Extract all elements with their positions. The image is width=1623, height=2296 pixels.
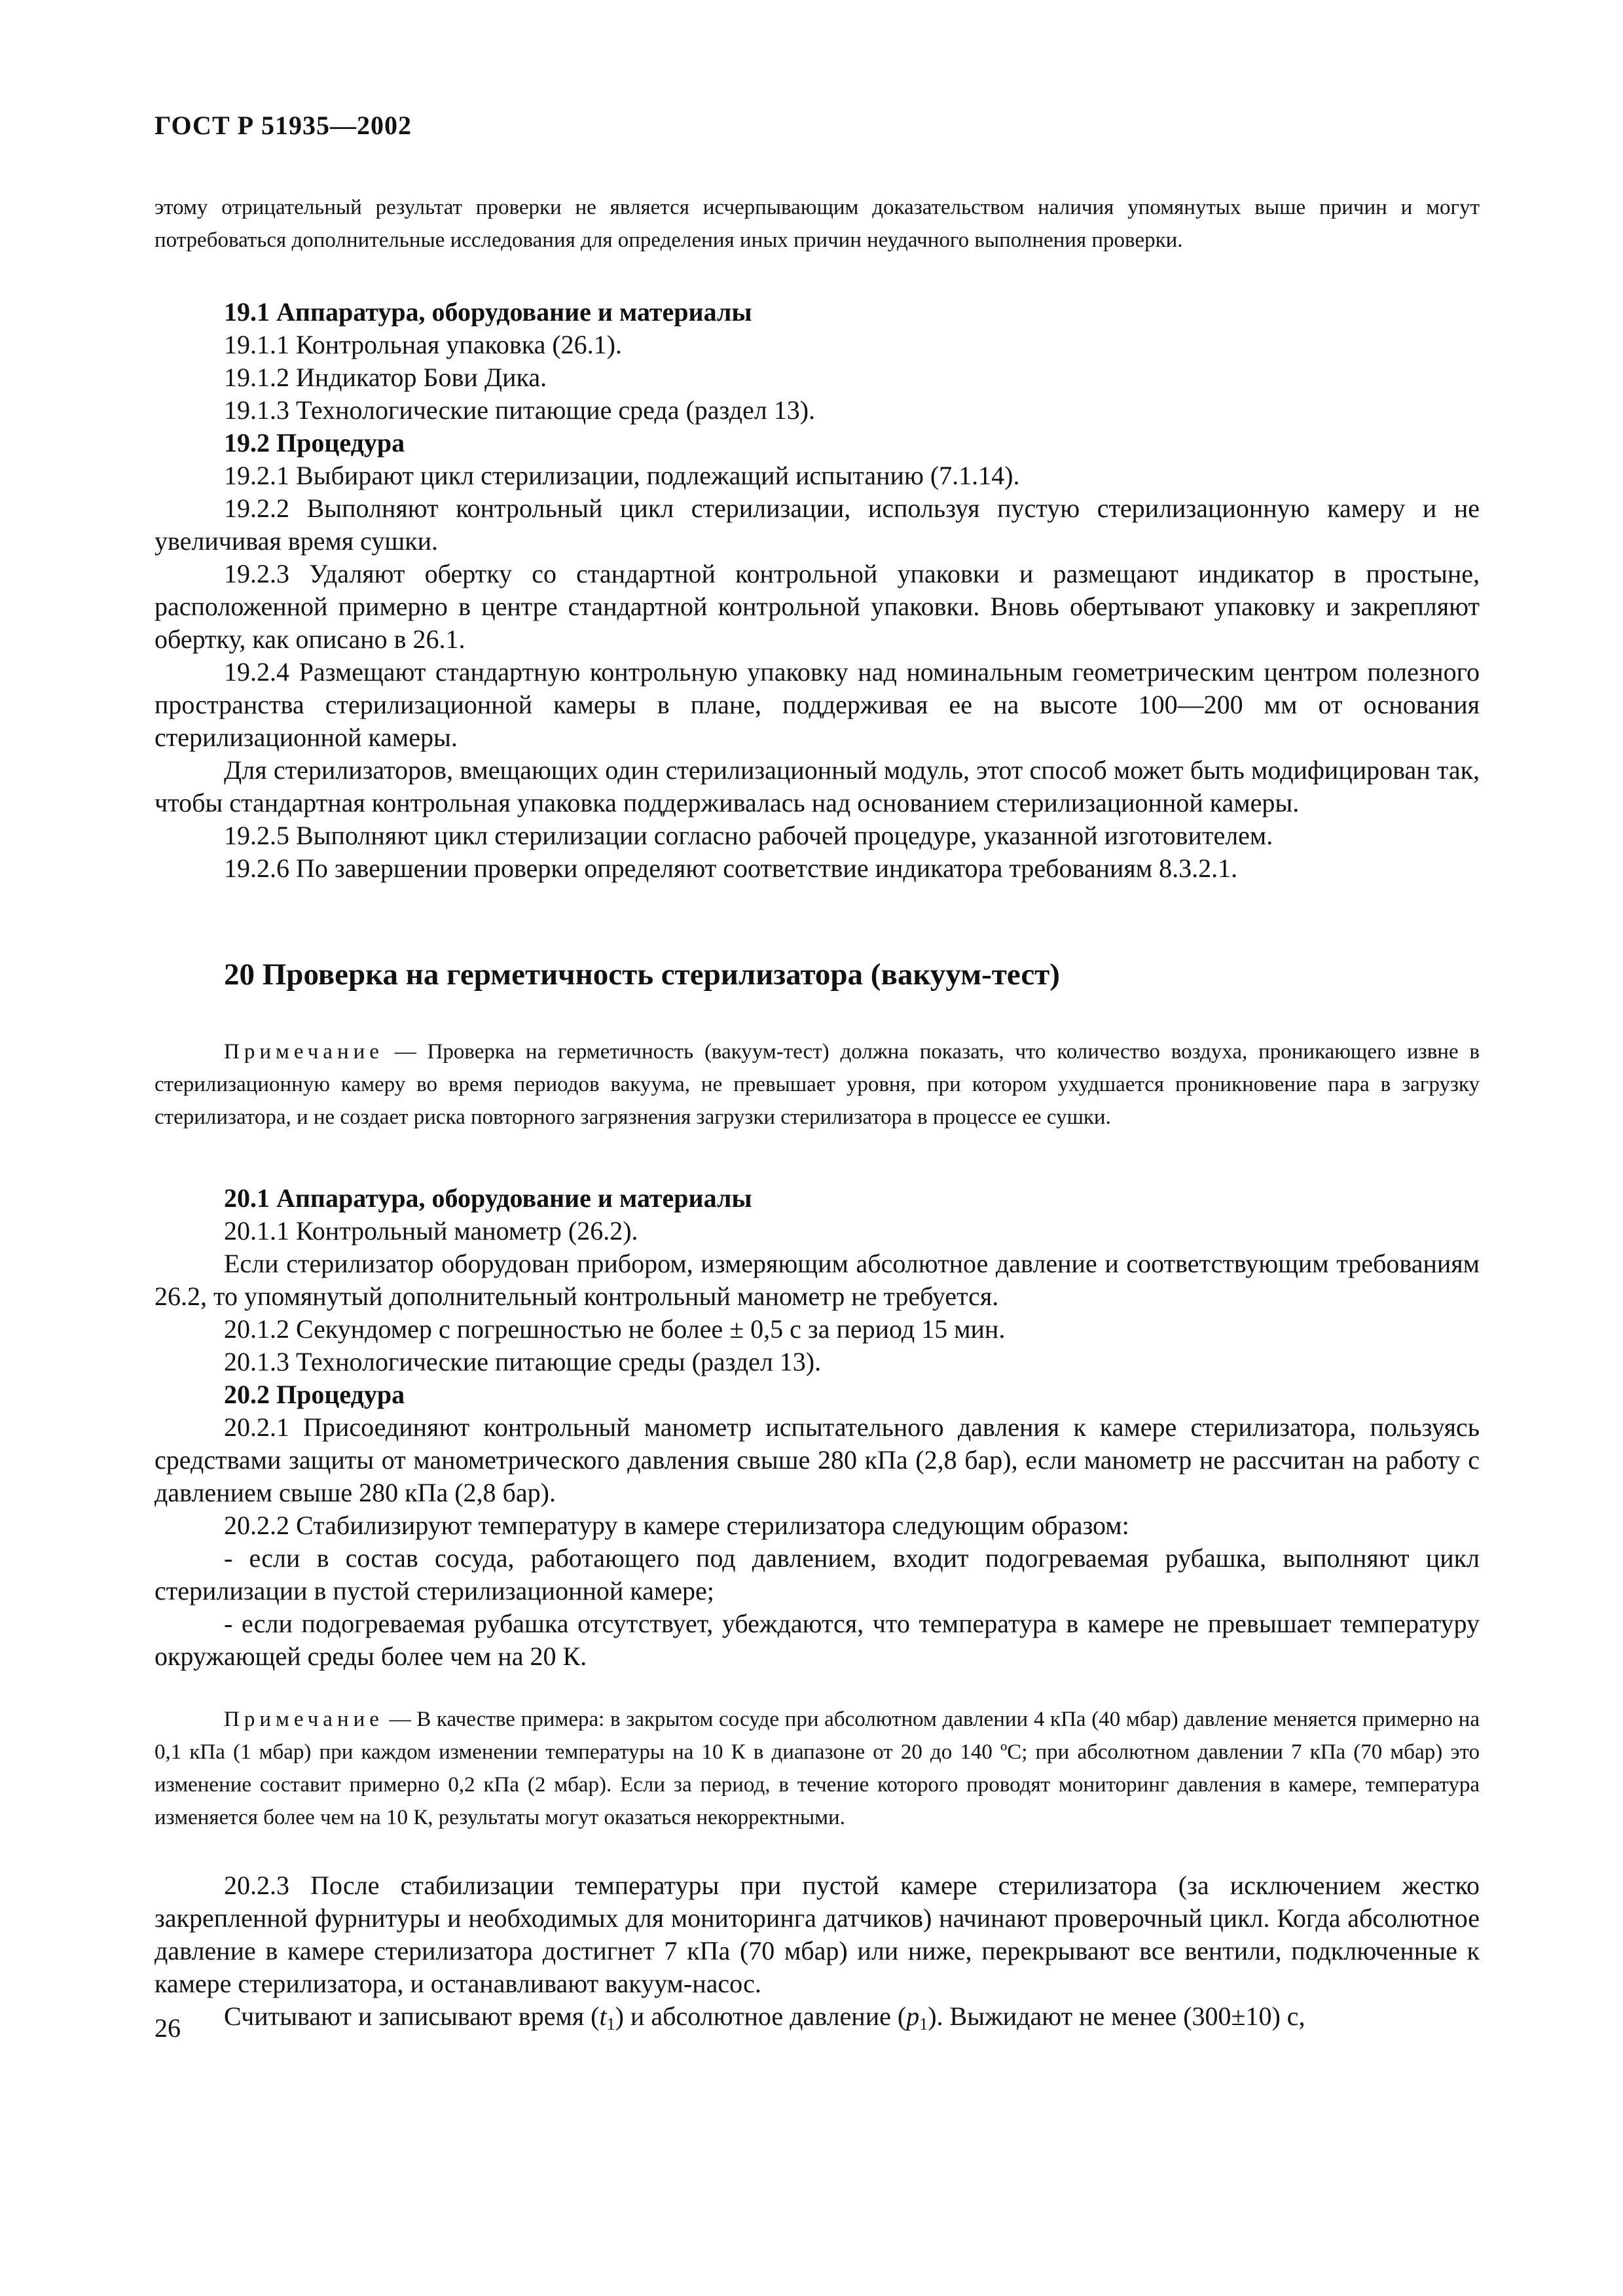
paragraph: 19.2.3 Удаляют обертку со стандартной контрольной упаковки и размещают индикатор в простыне, расположенной примерно в центре стандартной контрольной упаковки. Вновь обертывают упаковку и закрепляют обертку, как описано в 26.1.	[155, 559, 1480, 654]
note-1-text: — Проверка на герметичность (вакуум-тест) должна показать, что количество воздуха, проникающего извне в стерилизационную камеру во время периодов вакуума, не превышает уровня, при котором ухудшается проникновение пара в загрузку стерилизатора, и не создает риска повторного загрязнения загрузки стерилизатора в процессе ее сушки.	[155, 1040, 1480, 1129]
paragraph-20-2-3: 20.2.3 После стабилизации температуры при пустой камере стерилизатора (за исключением жестко закрепленной фурнитуры и необходимых для мониторинга датчиков) начинают проверочный цикл. Когда абсолютное давление в камере стерилизатора достигнет 7 кПа (70 мбар) или ниже, перекрывают все вентили, подключенные к камере стерилизатора, и останавливают вакуум-насос.	[155, 1871, 1480, 1998]
paragraph: 20.1.2 Секундомер с погрешностью не более ± 0,5 с за период 15 мин.	[224, 1314, 1006, 1344]
section-20-body	[155, 1182, 1480, 1673]
note-1-label: Примечание	[224, 1040, 384, 1064]
paragraph: Для стерилизаторов, вмещающих один стерилизационный модуль, этот способ может быть модифицирован так, чтобы стандартная контрольная упаковка поддерживалась над основанием стерилизационной камеры.	[155, 755, 1480, 817]
paragraph: 20.2.1 Присоединяют контрольный манометр испытательного давления к камере стерилизатора, пользуясь средствами защиты от манометрического давления свыше 280 кПа (2,8 бар), если манометр не рассчитан на работу с давлением свыше 280 кПа (2,8 бар).	[155, 1412, 1480, 1507]
note-2-label: Примечание	[224, 1708, 384, 1731]
paragraph: 19.2.4 Размещают стандартную контрольную упаковку над номинальным геометрическим центром полезного пространства стерилизационной камеры в плане, поддерживая ее на высоте 100—200 мм от основания стерилизационной камеры.	[155, 657, 1480, 752]
paragraph: 19.2.6 По завершении проверки определяют соответствие индикатора требованиям 8.3.2.1.	[224, 853, 1238, 883]
paragraph: Если стерилизатор оборудован прибором, измеряющим абсолютное давление и соответствующим требованиям 26.2, то упомянутый дополнительный контрольный манометр не требуется.	[155, 1249, 1480, 1311]
section-19-body	[155, 296, 1480, 885]
document-header: ГОСТ Р 51935—2002	[155, 111, 412, 140]
paragraph: 19.1.1 Контрольная упаковка (26.1).	[224, 330, 622, 359]
text-part: ). Выжидают не менее (300±10) с,	[928, 2001, 1305, 2031]
subsection-heading: 20.2 Процедура	[224, 1380, 405, 1409]
page-number: 26	[155, 2013, 181, 2043]
subsection-heading: 20.1 Аппаратура, оборудование и материалы	[224, 1183, 752, 1213]
paragraph: 20.2.2 Стабилизируют температуру в камере стерилизатора следующим образом:	[224, 1511, 1129, 1540]
paragraph: - если подогреваемая рубашка отсутствует, убеждаются, что температура в камере не превышает температуру окружающей среды более чем на 20 К.	[155, 1609, 1480, 1671]
section-20-title: 20 Проверка на герметичность стерилизатора (вакуум-тест)	[224, 958, 1060, 992]
paragraph: 19.2.5 Выполняют цикл стерилизации согласно рабочей процедуре, указанной изготовителем.	[224, 821, 1273, 850]
subsection-heading: 19.1 Аппаратура, оборудование и материалы	[224, 297, 752, 327]
paragraph: 19.1.3 Технологические питающие среда (раздел 13).	[224, 395, 816, 425]
paragraph-record-time	[155, 2000, 1480, 2033]
note-2	[155, 1703, 1480, 1834]
subsection-heading: 19.2 Процедура	[224, 428, 405, 457]
note-1	[155, 1035, 1480, 1134]
sub-1: 1	[919, 2015, 928, 2034]
paragraph: - если в состав сосуда, работающего под давлением, входит подогреваемая рубашка, выполняют цикл стерилизации в пустой стерилизационной камере;	[155, 1543, 1480, 1605]
sub-1: 1	[606, 2015, 615, 2034]
var-t: t	[599, 2001, 607, 2031]
paragraph: 19.1.2 Индикатор Бови Дика.	[224, 363, 547, 392]
text-part: ) и абсолютное давление (	[615, 2001, 907, 2031]
paragraph: 19.2.1 Выбирают цикл стерилизации, подлежащий испытанию (7.1.14).	[224, 461, 1020, 490]
var-p: p	[906, 2001, 920, 2031]
section-20-continued	[155, 1869, 1480, 2033]
note-2-text: — В качестве примера: в закрытом сосуде при абсолютном давлении 4 кПа (40 мбар) давление меняется примерно на 0,1 кПа (1 мбар) при каждом изменении температуры на 10 К в диапазоне от 20 до 140 ºС; при абсолютном давлении 7 кПа (70 мбар) это изменение составит примерно 0,2 кПа (2 мбар). Если за период, в течение которого проводят мониторинг давления в камере, температура изменяется более чем на 10 К, результаты могут оказаться некорректными.	[155, 1708, 1480, 1829]
intro-paragraph: этому отрицательный результат проверки не является исчерпывающим доказательством наличия упомянутых выше причин и могут потребоваться дополнительные исследования для определения иных причин неудачного выполнения проверки.	[155, 196, 1480, 252]
paragraph: 20.1.3 Технологические питающие среды (раздел 13).	[224, 1347, 822, 1376]
paragraph: 20.1.1 Контрольный манометр (26.2).	[224, 1216, 638, 1246]
text-part: Считывают и записывают время (	[224, 2001, 600, 2031]
paragraph: 19.2.2 Выполняют контрольный цикл стерилизации, используя пустую стерилизационную камеру и не увеличивая время сушки.	[155, 493, 1480, 556]
